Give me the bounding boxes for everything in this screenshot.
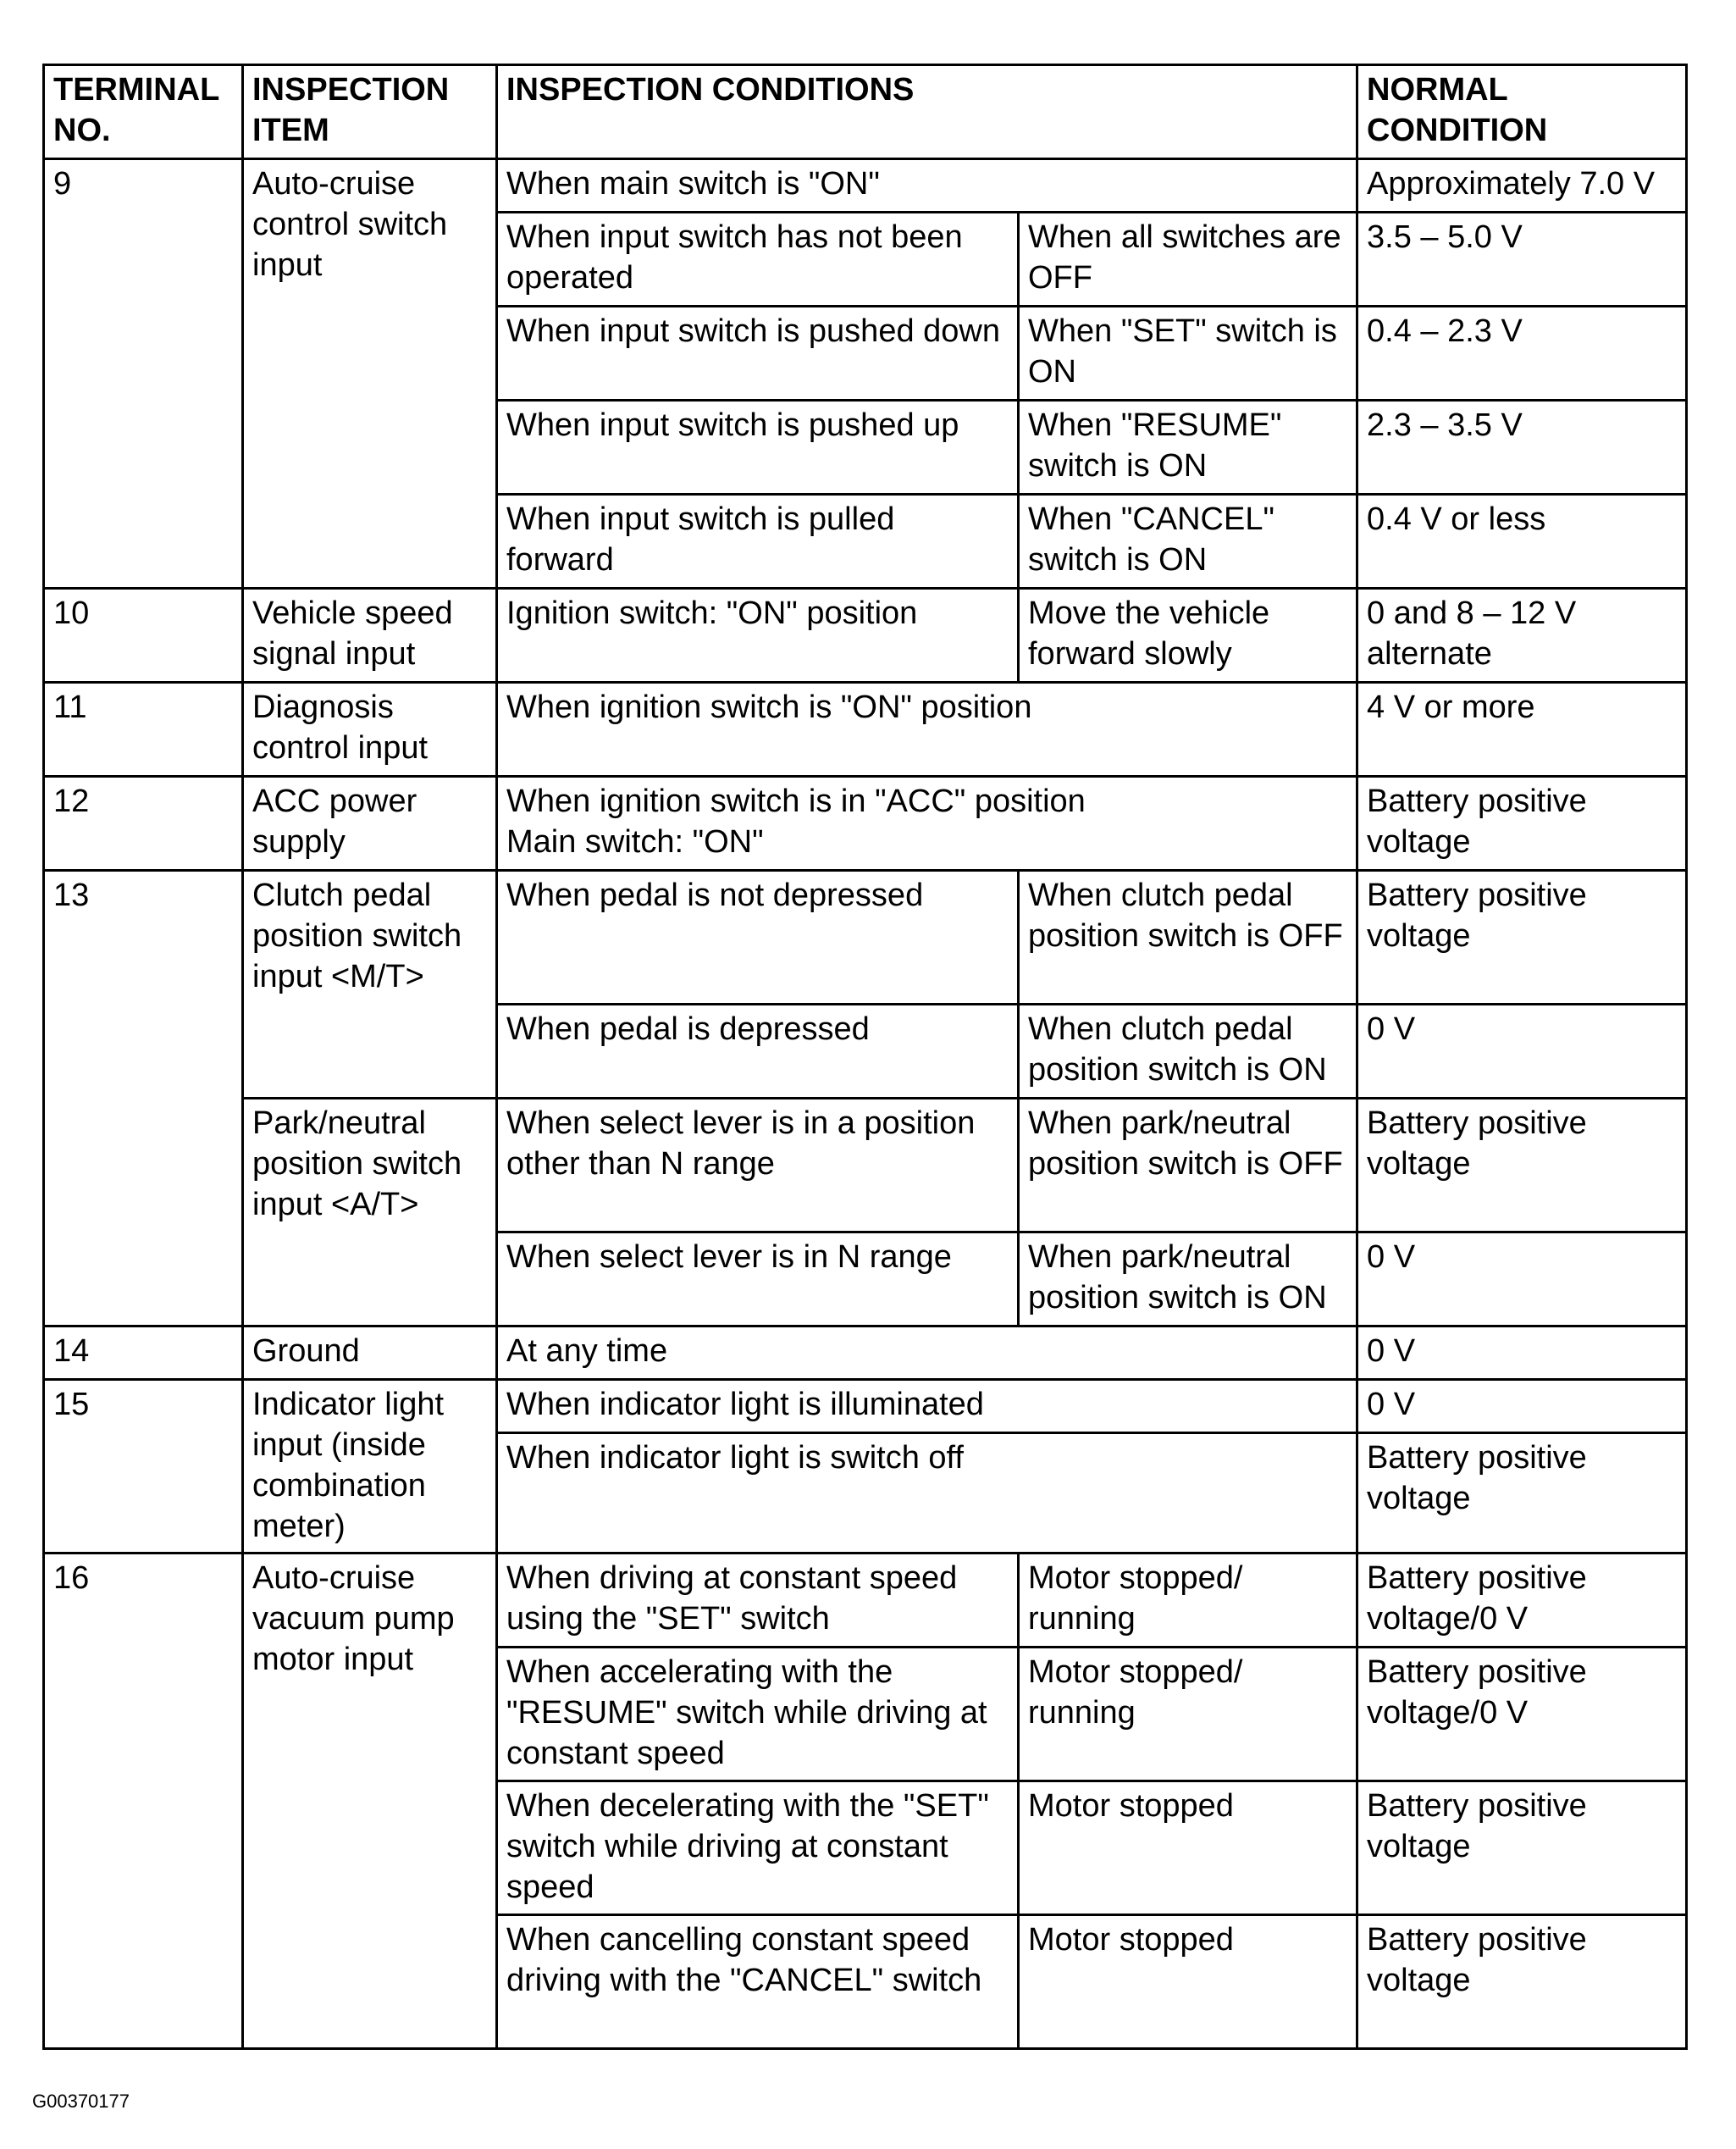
table-header-row [44,65,1687,159]
normal-cell: 0 V [1357,1380,1687,1433]
normal-cell: 0 V [1357,1005,1687,1099]
item-cell: Park/neutral position switch input <A/T> [243,1099,497,1327]
normal-cell: 3.5 – 5.0 V [1357,213,1687,307]
table-row [44,589,1687,683]
normal-cell: 0 V [1357,1327,1687,1380]
table-row [44,871,1687,1005]
normal-cell: Battery positive voltage [1357,777,1687,871]
condition-detail-cell: When "CANCEL" switch is ON [1019,495,1357,589]
condition-detail-cell: Motor stopped [1019,1781,1357,1915]
item-cell: Auto-cruise control switch input [243,159,497,589]
normal-cell: Battery positive voltage/0 V [1357,1648,1687,1781]
condition-cell: When input switch has not been operated [497,213,1019,307]
table-row [44,1327,1687,1380]
header-terminal-no: TERMINAL NO. [44,65,243,159]
normal-cell: Battery positive voltage [1357,1099,1687,1232]
item-cell: ACC power supply [243,777,497,871]
condition-detail-cell: Motor stopped/ running [1019,1648,1357,1781]
table-row [44,1380,1687,1433]
normal-cell: 0.4 – 2.3 V [1357,307,1687,401]
item-cell: Indicator light input (inside combination meter) [243,1380,497,1554]
table-row [44,683,1687,777]
normal-cell: Battery positive voltage/0 V [1357,1554,1687,1648]
normal-cell: 0.4 V or less [1357,495,1687,589]
condition-cell: When indicator light is switch off [497,1433,1357,1554]
condition-cell: When select lever is in N range [497,1232,1019,1327]
terminal-cell: 15 [44,1380,243,1554]
terminal-cell: 12 [44,777,243,871]
condition-cell: Ignition switch: "ON" position [497,589,1019,683]
condition-cell: When accelerating with the "RESUME" switch while driving at constant speed [497,1648,1019,1781]
condition-detail-cell: When "SET" switch is ON [1019,307,1357,401]
header-normal-condition: NORMAL CONDITION [1357,65,1687,159]
condition-cell: When indicator light is illuminated [497,1380,1357,1433]
table-row [44,777,1687,871]
normal-cell: Battery positive voltage [1357,871,1687,1005]
table-row [44,159,1687,213]
condition-cell: At any time [497,1327,1357,1380]
condition-detail-cell: When clutch pedal position switch is OFF [1019,871,1357,1005]
condition-cell: When cancelling constant speed driving with the "CANCEL" switch [497,1915,1019,2049]
terminal-cell: 11 [44,683,243,777]
item-cell: Vehicle speed signal input [243,589,497,683]
terminal-cell: 16 [44,1554,243,2049]
table-row [44,1099,1687,1232]
condition-cell: When input switch is pushed down [497,307,1019,401]
normal-cell: Battery positive voltage [1357,1781,1687,1915]
normal-cell: Battery positive voltage [1357,1433,1687,1554]
condition-cell: When ignition switch is in "ACC" position Main switch: "ON" [497,777,1357,871]
table-row [44,1554,1687,1648]
terminal-cell: 9 [44,159,243,589]
condition-detail-cell: When park/neutral position switch is OFF [1019,1099,1357,1232]
normal-cell: 2.3 – 3.5 V [1357,401,1687,495]
normal-cell: Battery positive voltage [1357,1915,1687,2049]
condition-cell: When input switch is pulled forward [497,495,1019,589]
normal-cell: 4 V or more [1357,683,1687,777]
normal-cell: Approximately 7.0 V [1357,159,1687,213]
item-cell: Auto-cruise vacuum pump motor input [243,1554,497,2049]
condition-detail-cell: Move the vehicle forward slowly [1019,589,1357,683]
normal-cell: 0 and 8 – 12 V alternate [1357,589,1687,683]
condition-detail-cell: Motor stopped/ running [1019,1554,1357,1648]
condition-cell: When select lever is in a position other than N range [497,1099,1019,1232]
condition-detail-cell: When park/neutral position switch is ON [1019,1232,1357,1327]
condition-detail-cell: When "RESUME" switch is ON [1019,401,1357,495]
condition-cell: When decelerating with the "SET" switch while driving at constant speed [497,1781,1019,1915]
condition-cell: When main switch is "ON" [497,159,1357,213]
terminal-cell: 13 [44,871,243,1327]
figure-id: G00370177 [32,2091,130,2112]
item-cell: Clutch pedal position switch input <M/T> [243,871,497,1099]
header-inspection-conditions: INSPECTION CONDITIONS [497,65,1357,159]
condition-cell: When input switch is pushed up [497,401,1019,495]
terminal-cell: 14 [44,1327,243,1380]
condition-cell: When pedal is depressed [497,1005,1019,1099]
header-inspection-item: INSPECTION ITEM [243,65,497,159]
condition-cell: When pedal is not depressed [497,871,1019,1005]
condition-detail-cell: Motor stopped [1019,1915,1357,2049]
terminal-inspection-table [42,64,1688,2050]
condition-cell: When ignition switch is "ON" position [497,683,1357,777]
terminal-cell: 10 [44,589,243,683]
item-cell: Ground [243,1327,497,1380]
condition-cell: When driving at constant speed using the "SET" switch [497,1554,1019,1648]
normal-cell: 0 V [1357,1232,1687,1327]
condition-detail-cell: When all switches are OFF [1019,213,1357,307]
item-cell: Diagnosis control input [243,683,497,777]
condition-detail-cell: When clutch pedal position switch is ON [1019,1005,1357,1099]
